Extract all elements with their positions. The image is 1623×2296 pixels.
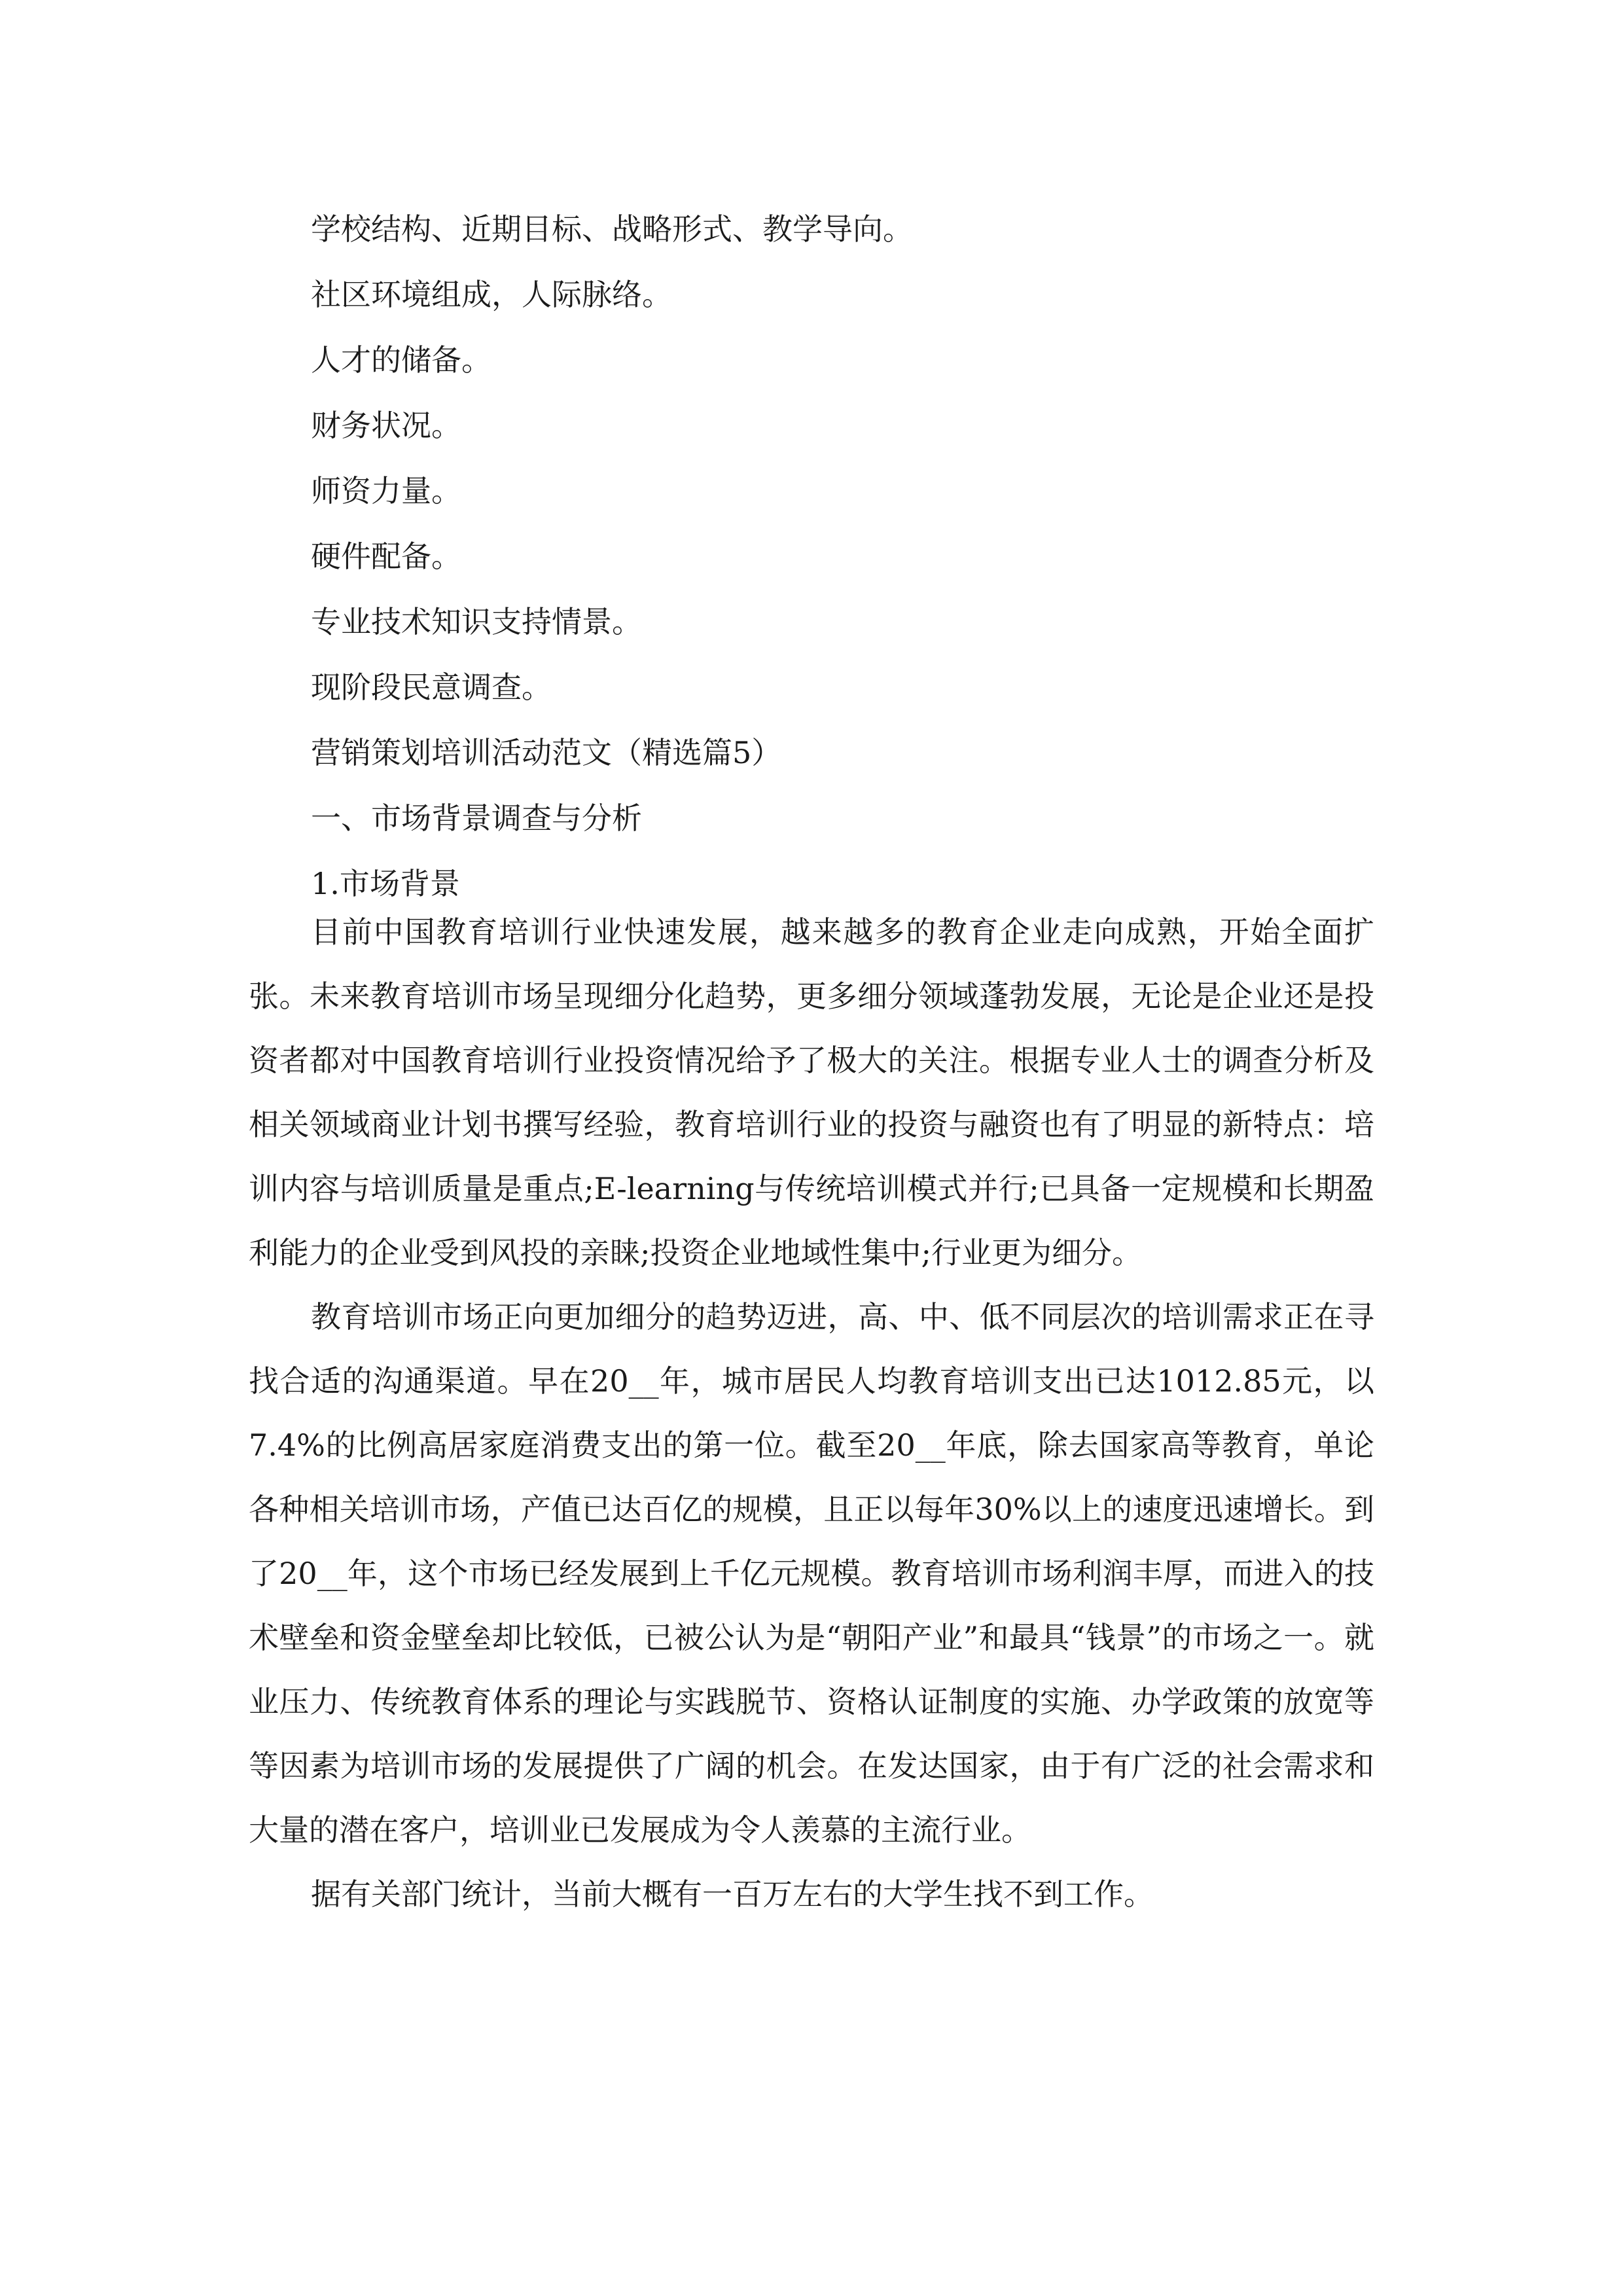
- paragraph: 教育培训市场正向更加细分的趋势迈进，高、中、低不同层次的培训需求正在寻找合适的沟通渠道。早在20__年，城市居民人均教育培训支出已达1012.85元，以7.4%的比例高居家庭消费支出的第一位。截至20__年底，除去国家高等教育，单论各种相关培训市场，产值已达百亿的规模，且正以每年30%以上的速度迅速增长。到了20__年，这个市场已经发展到上千亿元规模。教育培训市场利润丰厚，而进入的技术壁垒和资金壁垒却比较低，已被公认为是“朝阳产业”和最具“钱景”的市场之一。就业压力、传统教育体系的理论与实践脱节、资格认证制度的实施、办学政策的放宽等等因素为培训市场的发展提供了广阔的机会。在发达国家，由于有广泛的社会需求和大量的潜在客户，培训业已发展成为令人羡慕的主流行业。: [249, 1299, 1374, 1848]
- list-item: 现阶段民意调查。: [311, 670, 552, 705]
- subsection-heading: 1.市场背景: [311, 866, 460, 901]
- section-heading: 一、市场背景调查与分析: [311, 800, 642, 836]
- list-item: 硬件配备。: [311, 539, 461, 574]
- list-item: 学校结构、近期目标、战略形式、教学导向。: [311, 211, 913, 247]
- outline-list: [311, 196, 1423, 916]
- list-item: 财务状况。: [311, 408, 461, 443]
- list-item: 社区环境组成，人际脉络。: [311, 277, 672, 312]
- paragraph: 目前中国教育培训行业快速发展，越来越多的教育企业走向成熟，开始全面扩张。未来教育培训市场呈现细分化趋势，更多细分领域蓬勃发展，无论是企业还是投资者都对中国教育培训行业投资情况给予了极大的关注。根据专业人士的调查分析及相关领域商业计划书撰写经验，教育培训行业的投资与融资也有了明显的新特点：培训内容与培训质量是重点;E-learning与传统培训模式并行;已具备一定规模和长期盈利能力的企业受到风投的亲睐;投资企业地域性集中;行业更为细分。: [249, 914, 1374, 1270]
- body-text: [249, 900, 1374, 1926]
- list-item: 专业技术知识支持情景。: [311, 604, 642, 639]
- list-item: 师资力量。: [311, 473, 461, 509]
- paragraph: 据有关部门统计，当前大概有一百万左右的大学生找不到工作。: [311, 1876, 1154, 1912]
- section-title: 营销策划培训活动范文（精选篇5）: [311, 735, 782, 770]
- list-item: 人才的储备。: [311, 342, 491, 378]
